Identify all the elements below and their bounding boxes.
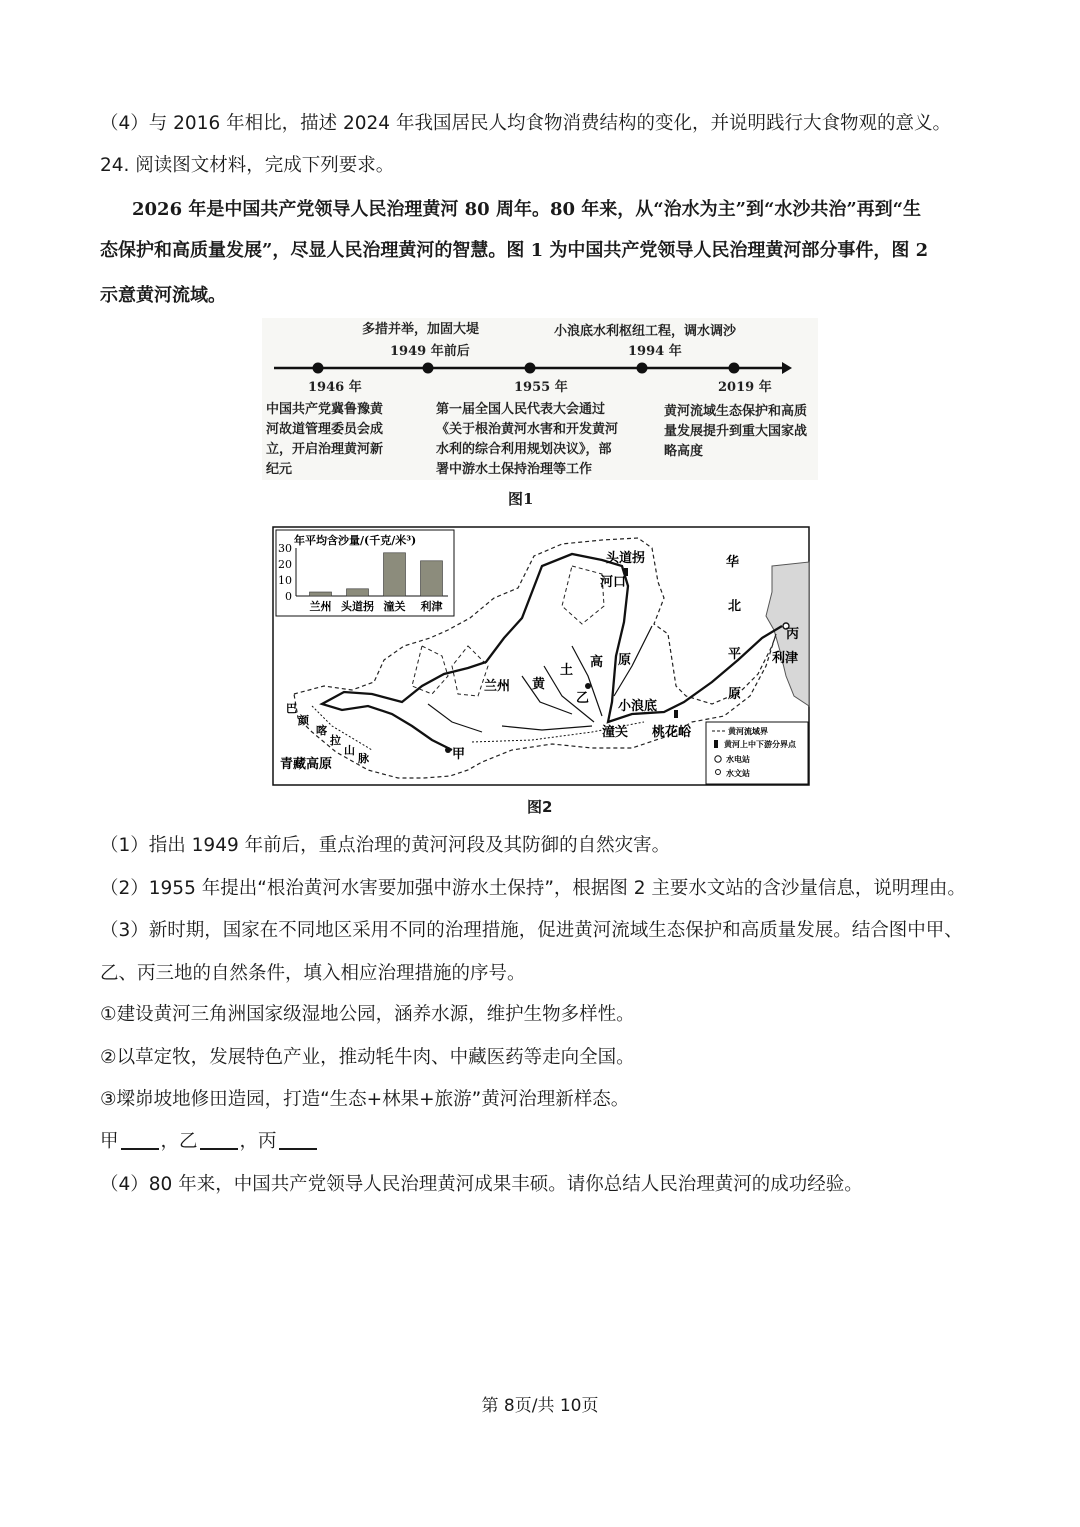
figure1-timeline — [262, 318, 818, 480]
inset-ytick-20: 20 — [278, 558, 292, 571]
label-yuan: 原 — [728, 687, 742, 702]
event-1949-year: 1949 年前后 — [390, 344, 470, 359]
inset-bar-头道拐 — [347, 589, 369, 596]
event-1994-desc: 小浪底水利枢纽工程，调水调沙 — [554, 324, 737, 339]
label-bayan-4: 拉 — [330, 734, 341, 747]
figure2-caption: 图2 — [527, 798, 553, 816]
inset-category-头道拐: 头道拐 — [341, 600, 374, 613]
inset-ytick-10: 10 — [278, 574, 292, 587]
label-bayan-6: 脉 — [358, 752, 369, 765]
inset-category-利津: 利津 — [420, 600, 443, 613]
q23-part4: （4）与 2016 年相比，描述 2024 年我国居民人均食物消费结构的变化，并说明践行大食物观的意义。 — [100, 113, 951, 134]
answer-blank-yi[interactable] — [200, 1130, 238, 1150]
boundary-taohuayu — [674, 710, 678, 718]
inset-category-潼关: 潼关 — [383, 600, 406, 613]
question-4: （4）80 年来，中国共产党领导人民治理黄河成果丰硕。请你总结人民治理黄河的成功经验。 — [100, 1174, 863, 1195]
answer-blanks — [100, 1129, 319, 1155]
timeline-dot-1994 — [637, 363, 648, 374]
answer-label-yi: ，乙 — [160, 1131, 198, 1152]
station-yi — [585, 683, 591, 689]
inset-bar-潼关 — [384, 553, 406, 596]
legend-hydropower: 水电站 — [726, 754, 750, 764]
event-2019-year: 2019 年 — [718, 380, 772, 395]
event-2019-desc: 黄河流域生态保护和高质 量发展提升到重大国家战 略高度 — [664, 404, 808, 459]
inset-chart-title: 年平均含沙量/(千克/米³) — [294, 534, 417, 547]
label-taohuayu: 桃花峪 — [652, 725, 692, 740]
station-jia — [445, 747, 451, 753]
label-tu: 土 — [560, 663, 574, 678]
label-xiaolangdi: 小浪底 — [618, 699, 658, 714]
label-lijin: 利津 — [772, 651, 799, 666]
answer-label-jia: 甲 — [100, 1131, 119, 1152]
inset-ytick-30: 30 — [278, 542, 292, 555]
label-tongguan: 潼关 — [602, 725, 629, 740]
inset-bar-兰州 — [310, 592, 332, 596]
event-1955-desc: 第一届全国人民代表大会通过 《关于根治黄河水害和开发黄河 水利的综合利用规划决议》，部 署中游水土保持治理等工作 — [436, 402, 619, 477]
question-3-line2: 乙、丙三地的自然条件，填入相应治理措施的序号。 — [100, 963, 526, 984]
inset-category-兰州: 兰州 — [309, 600, 332, 613]
label-yuan2: 原 — [618, 653, 632, 668]
label-ping: 平 — [728, 647, 742, 662]
legend-boundary-point: 黄河上中下游分界点 — [724, 739, 796, 749]
label-toudaoguai: 头道拐 — [606, 551, 646, 566]
question-3-line1: （3）新时期，国家在不同地区采用不同的治理措施，促进黄河流域生态保护和高质量发展。结合图中甲、 — [100, 920, 963, 941]
answer-blank-bing[interactable] — [279, 1130, 317, 1150]
label-yi: 乙 — [576, 691, 590, 706]
event-1946-desc: 中国共产党冀鲁豫黄 河故道管理委员会成 立，开启治理黄河新 纪元 — [266, 402, 384, 477]
label-bayan-5: 山 — [344, 744, 355, 757]
label-hua: 华 — [726, 555, 740, 570]
answer-label-bing: ，丙 — [239, 1131, 277, 1152]
label-bing: 丙 — [786, 627, 800, 642]
q24-material-line2: 态保护和高质量发展”，尽显人民治理黄河的智慧。图 1 为中国共产党领导人民治理黄河部分事件，图 2 — [100, 240, 929, 261]
q24-title: 24. 阅读图文材料，完成下列要求。 — [100, 155, 395, 176]
question-2: （2）1955 年提出“根治黄河水害要加强中游水土保持”，根据图 2 主要水文站的含沙量信息，说明理由。 — [100, 878, 966, 899]
inset-bar-利津 — [421, 561, 443, 596]
timeline-dot-2019 — [729, 363, 740, 374]
timeline-dot-1955 — [525, 363, 536, 374]
q24-material-line1: 2026 年是中国共产党领导人民治理黄河 80 周年。80 年来，从“治水为主”到“水沙共治”再到“生 — [132, 199, 922, 220]
label-jia: 甲 — [452, 747, 466, 762]
event-1994-year: 1994 年 — [628, 344, 682, 359]
legend-hydrostation: 水文站 — [726, 768, 750, 778]
question-1: （1）指出 1949 年前后，重点治理的黄河河段及其防御的自然灾害。 — [100, 835, 671, 856]
event-1955-year: 1955 年 — [514, 380, 568, 395]
label-huang: 黄 — [532, 677, 546, 692]
option-3: ③墚峁坡地修田造园，打造“生态+林果+旅游”黄河治理新样态。 — [100, 1089, 630, 1110]
figure1-caption: 图1 — [508, 490, 534, 508]
figure2-map — [272, 526, 810, 786]
label-lanzhou: 兰州 — [484, 679, 511, 694]
timeline-dot-1946 — [313, 363, 324, 374]
label-bayan-1: 巴 — [286, 702, 297, 715]
option-1: ①建设黄河三角洲国家级湿地公园，涵养水源，维护生物多样性。 — [100, 1004, 635, 1025]
option-2: ②以草定牧，发展特色产业，推动牦牛肉、中藏医药等走向全国。 — [100, 1047, 635, 1068]
label-gao: 高 — [590, 655, 604, 670]
event-1949-desc: 多措并举，加固大堤 — [362, 322, 480, 337]
label-bayan-3: 喀 — [316, 724, 327, 737]
inset-ytick-0: 0 — [285, 590, 292, 603]
legend-basin-boundary: 黄河流域界 — [728, 726, 768, 736]
label-hekou: 河口 — [600, 575, 627, 590]
event-1946-year: 1946 年 — [308, 380, 362, 395]
label-qingzang: 青藏高原 — [280, 757, 333, 772]
timeline-dot-1949 — [423, 363, 434, 374]
page-footer: 第 8页/共 10页 — [481, 1396, 599, 1416]
label-bei: 北 — [728, 599, 742, 614]
answer-blank-jia[interactable] — [121, 1130, 159, 1150]
q24-material-line3: 示意黄河流域。 — [100, 285, 226, 306]
label-bayan-2: 颜 — [298, 714, 309, 727]
